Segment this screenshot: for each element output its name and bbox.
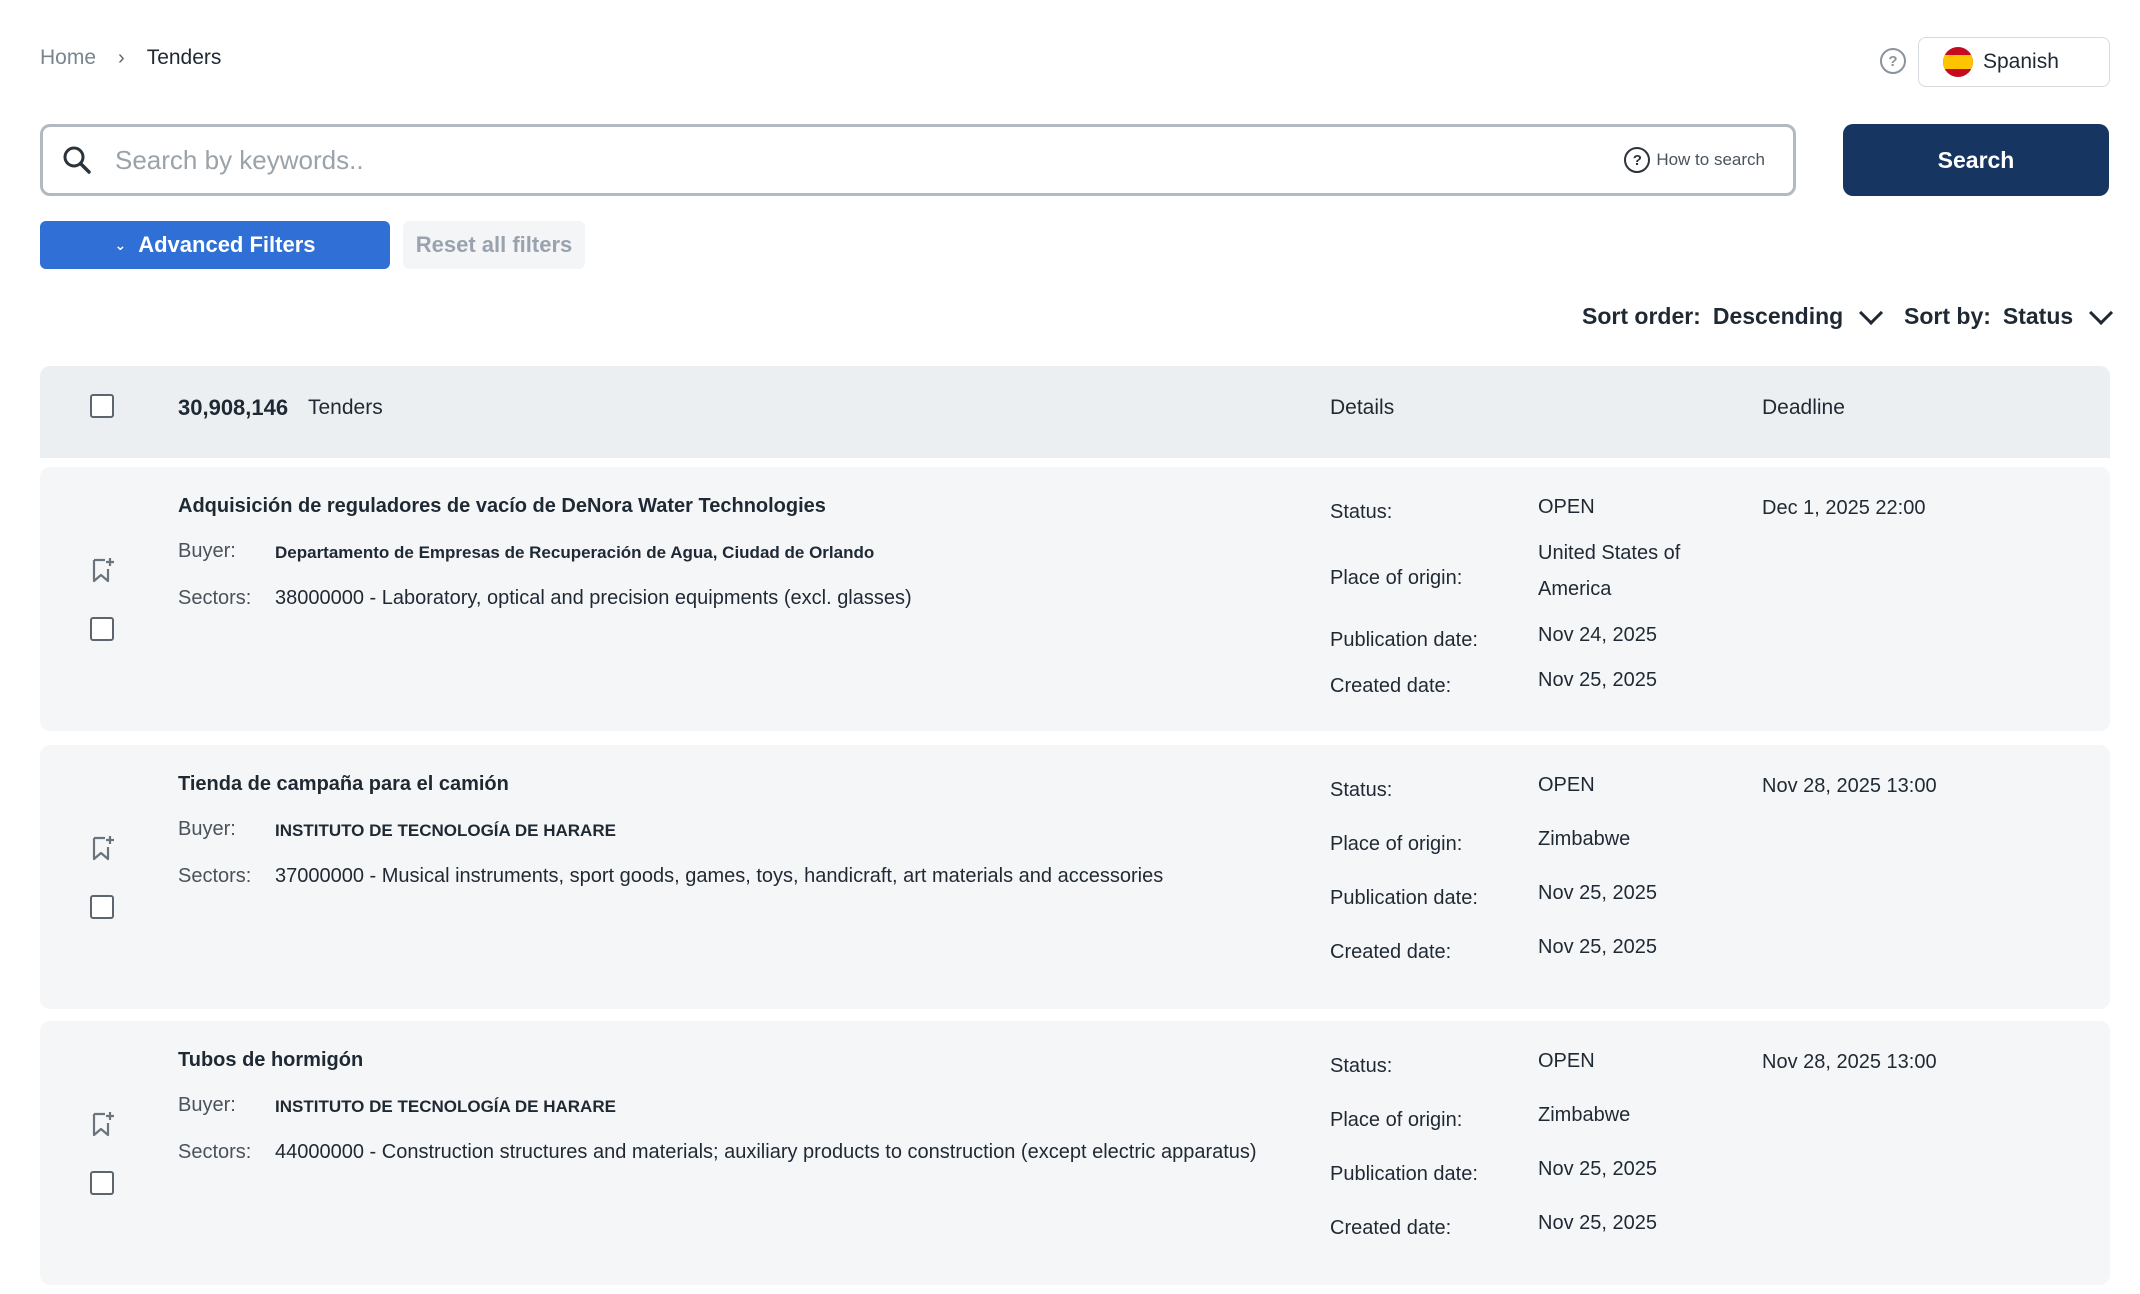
publication-value: Nov 25, 2025 — [1538, 882, 1657, 904]
created-value: Nov 25, 2025 — [1538, 1212, 1657, 1234]
sort-order-dropdown[interactable] — [1582, 303, 1876, 330]
buyer-label: Buyer: — [178, 540, 236, 562]
breadcrumb-home-link[interactable]: Home — [40, 46, 97, 69]
how-to-search-link[interactable] — [1624, 147, 1765, 173]
sectors-label: Sectors: — [178, 587, 252, 609]
search-button[interactable]: Search — [1843, 124, 2109, 196]
buyer-label: Buyer: — [178, 818, 236, 840]
publication-label: Publication date: — [1330, 629, 1478, 651]
created-label: Created date: — [1330, 675, 1452, 697]
status-value: OPEN — [1538, 496, 1595, 518]
status-label: Status: — [1330, 1055, 1393, 1077]
tender-title[interactable]: Adquisición de reguladores de vacío de DeNora Water Technologies — [178, 495, 826, 517]
sectors-label: Sectors: — [178, 1141, 252, 1163]
sectors-value: 44000000 - Construction structures and materials; auxiliary products to construction (except electric apparatus) — [275, 1141, 1257, 1163]
chevron-down-icon: ⌄ — [114, 236, 127, 253]
origin-value-continued: America — [1538, 578, 1612, 600]
buyer-label: Buyer: — [178, 1094, 236, 1116]
status-value: OPEN — [1538, 774, 1595, 796]
help-icon-glyph: ? — [1888, 52, 1898, 70]
row-checkbox[interactable] — [90, 895, 114, 919]
bookmark-add-icon[interactable] — [92, 835, 114, 861]
sort-order-value: Descending — [1712, 303, 1844, 329]
details-column-header: Details — [1330, 396, 1395, 419]
status-value: OPEN — [1538, 1050, 1595, 1072]
publication-value: Nov 25, 2025 — [1538, 1158, 1657, 1180]
breadcrumb — [40, 46, 221, 70]
origin-label: Place of origin: — [1330, 833, 1463, 855]
row-checkbox[interactable] — [90, 1171, 114, 1195]
origin-label: Place of origin: — [1330, 567, 1463, 589]
sectors-value: 37000000 - Musical instruments, sport goods, games, toys, handicraft, art materials and accessories — [275, 865, 1164, 887]
publication-label: Publication date: — [1330, 1163, 1478, 1185]
deadline-value: Nov 28, 2025 13:00 — [1762, 775, 1937, 797]
row-checkbox[interactable] — [90, 617, 114, 641]
select-all-checkbox[interactable] — [90, 394, 114, 418]
how-to-search-label: How to search — [1656, 150, 1765, 169]
bookmark-add-icon[interactable] — [92, 1111, 114, 1137]
deadline-value: Dec 1, 2025 22:00 — [1762, 497, 1926, 519]
origin-value: Zimbabwe — [1538, 1104, 1631, 1126]
sectors-value: 38000000 - Laboratory, optical and precision equipments (excl. glasses) — [275, 587, 912, 609]
publication-value: Nov 24, 2025 — [1538, 624, 1657, 646]
origin-value: United States of — [1538, 542, 1681, 564]
created-label: Created date: — [1330, 1217, 1452, 1239]
tender-row[interactable] — [40, 1021, 2110, 1285]
origin-value: Zimbabwe — [1538, 828, 1631, 850]
search-input[interactable] — [113, 144, 1624, 177]
sort-by-label: Sort by: — [1904, 303, 1991, 329]
results-count-label: Tenders — [308, 396, 383, 419]
deadline-value: Nov 28, 2025 13:00 — [1762, 1051, 1937, 1073]
buyer-value: INSTITUTO DE TECNOLOGÍA DE HARARE — [275, 1097, 616, 1116]
buyer-value: INSTITUTO DE TECNOLOGÍA DE HARARE — [275, 821, 616, 840]
tender-title[interactable]: Tubos de hormigón — [178, 1049, 364, 1071]
sort-by-value: Status — [2002, 303, 2074, 329]
search-bar — [40, 124, 1796, 196]
language-label: Spanish — [1983, 50, 2059, 73]
reset-filters-button[interactable]: Reset all filters — [403, 221, 585, 269]
search-icon — [61, 144, 93, 176]
buyer-value: Departamento de Empresas de Recuperación de Agua, Ciudad de Orlando — [275, 543, 875, 562]
language-selector-button[interactable] — [1918, 37, 2110, 87]
created-label: Created date: — [1330, 941, 1452, 963]
spain-flag-icon — [1943, 47, 1973, 77]
advanced-filters-label: Advanced Filters — [138, 232, 316, 257]
status-label: Status: — [1330, 779, 1393, 801]
created-value: Nov 25, 2025 — [1538, 669, 1657, 691]
question-icon: ? — [1624, 147, 1650, 173]
sort-order-label: Sort order: — [1582, 303, 1701, 329]
publication-label: Publication date: — [1330, 887, 1478, 909]
created-value: Nov 25, 2025 — [1538, 936, 1657, 958]
tender-row[interactable] — [40, 745, 2110, 1009]
breadcrumb-separator: › — [118, 46, 125, 69]
sectors-label: Sectors: — [178, 865, 252, 887]
tender-row[interactable] — [40, 467, 2110, 731]
sort-by-dropdown[interactable] — [1904, 303, 2106, 330]
help-icon[interactable] — [1880, 48, 1906, 74]
advanced-filters-button[interactable] — [40, 221, 390, 269]
results-table-header — [40, 366, 2110, 458]
deadline-column-header: Deadline — [1762, 396, 1845, 419]
chevron-down-icon — [2089, 301, 2113, 325]
results-count: 30,908,146 — [178, 395, 289, 420]
breadcrumb-current: Tenders — [146, 46, 222, 69]
origin-label: Place of origin: — [1330, 1109, 1463, 1131]
tender-title[interactable]: Tienda de campaña para el camión — [178, 773, 509, 795]
status-label: Status: — [1330, 501, 1393, 523]
bookmark-add-icon[interactable] — [92, 557, 114, 583]
chevron-down-icon — [1859, 301, 1883, 325]
